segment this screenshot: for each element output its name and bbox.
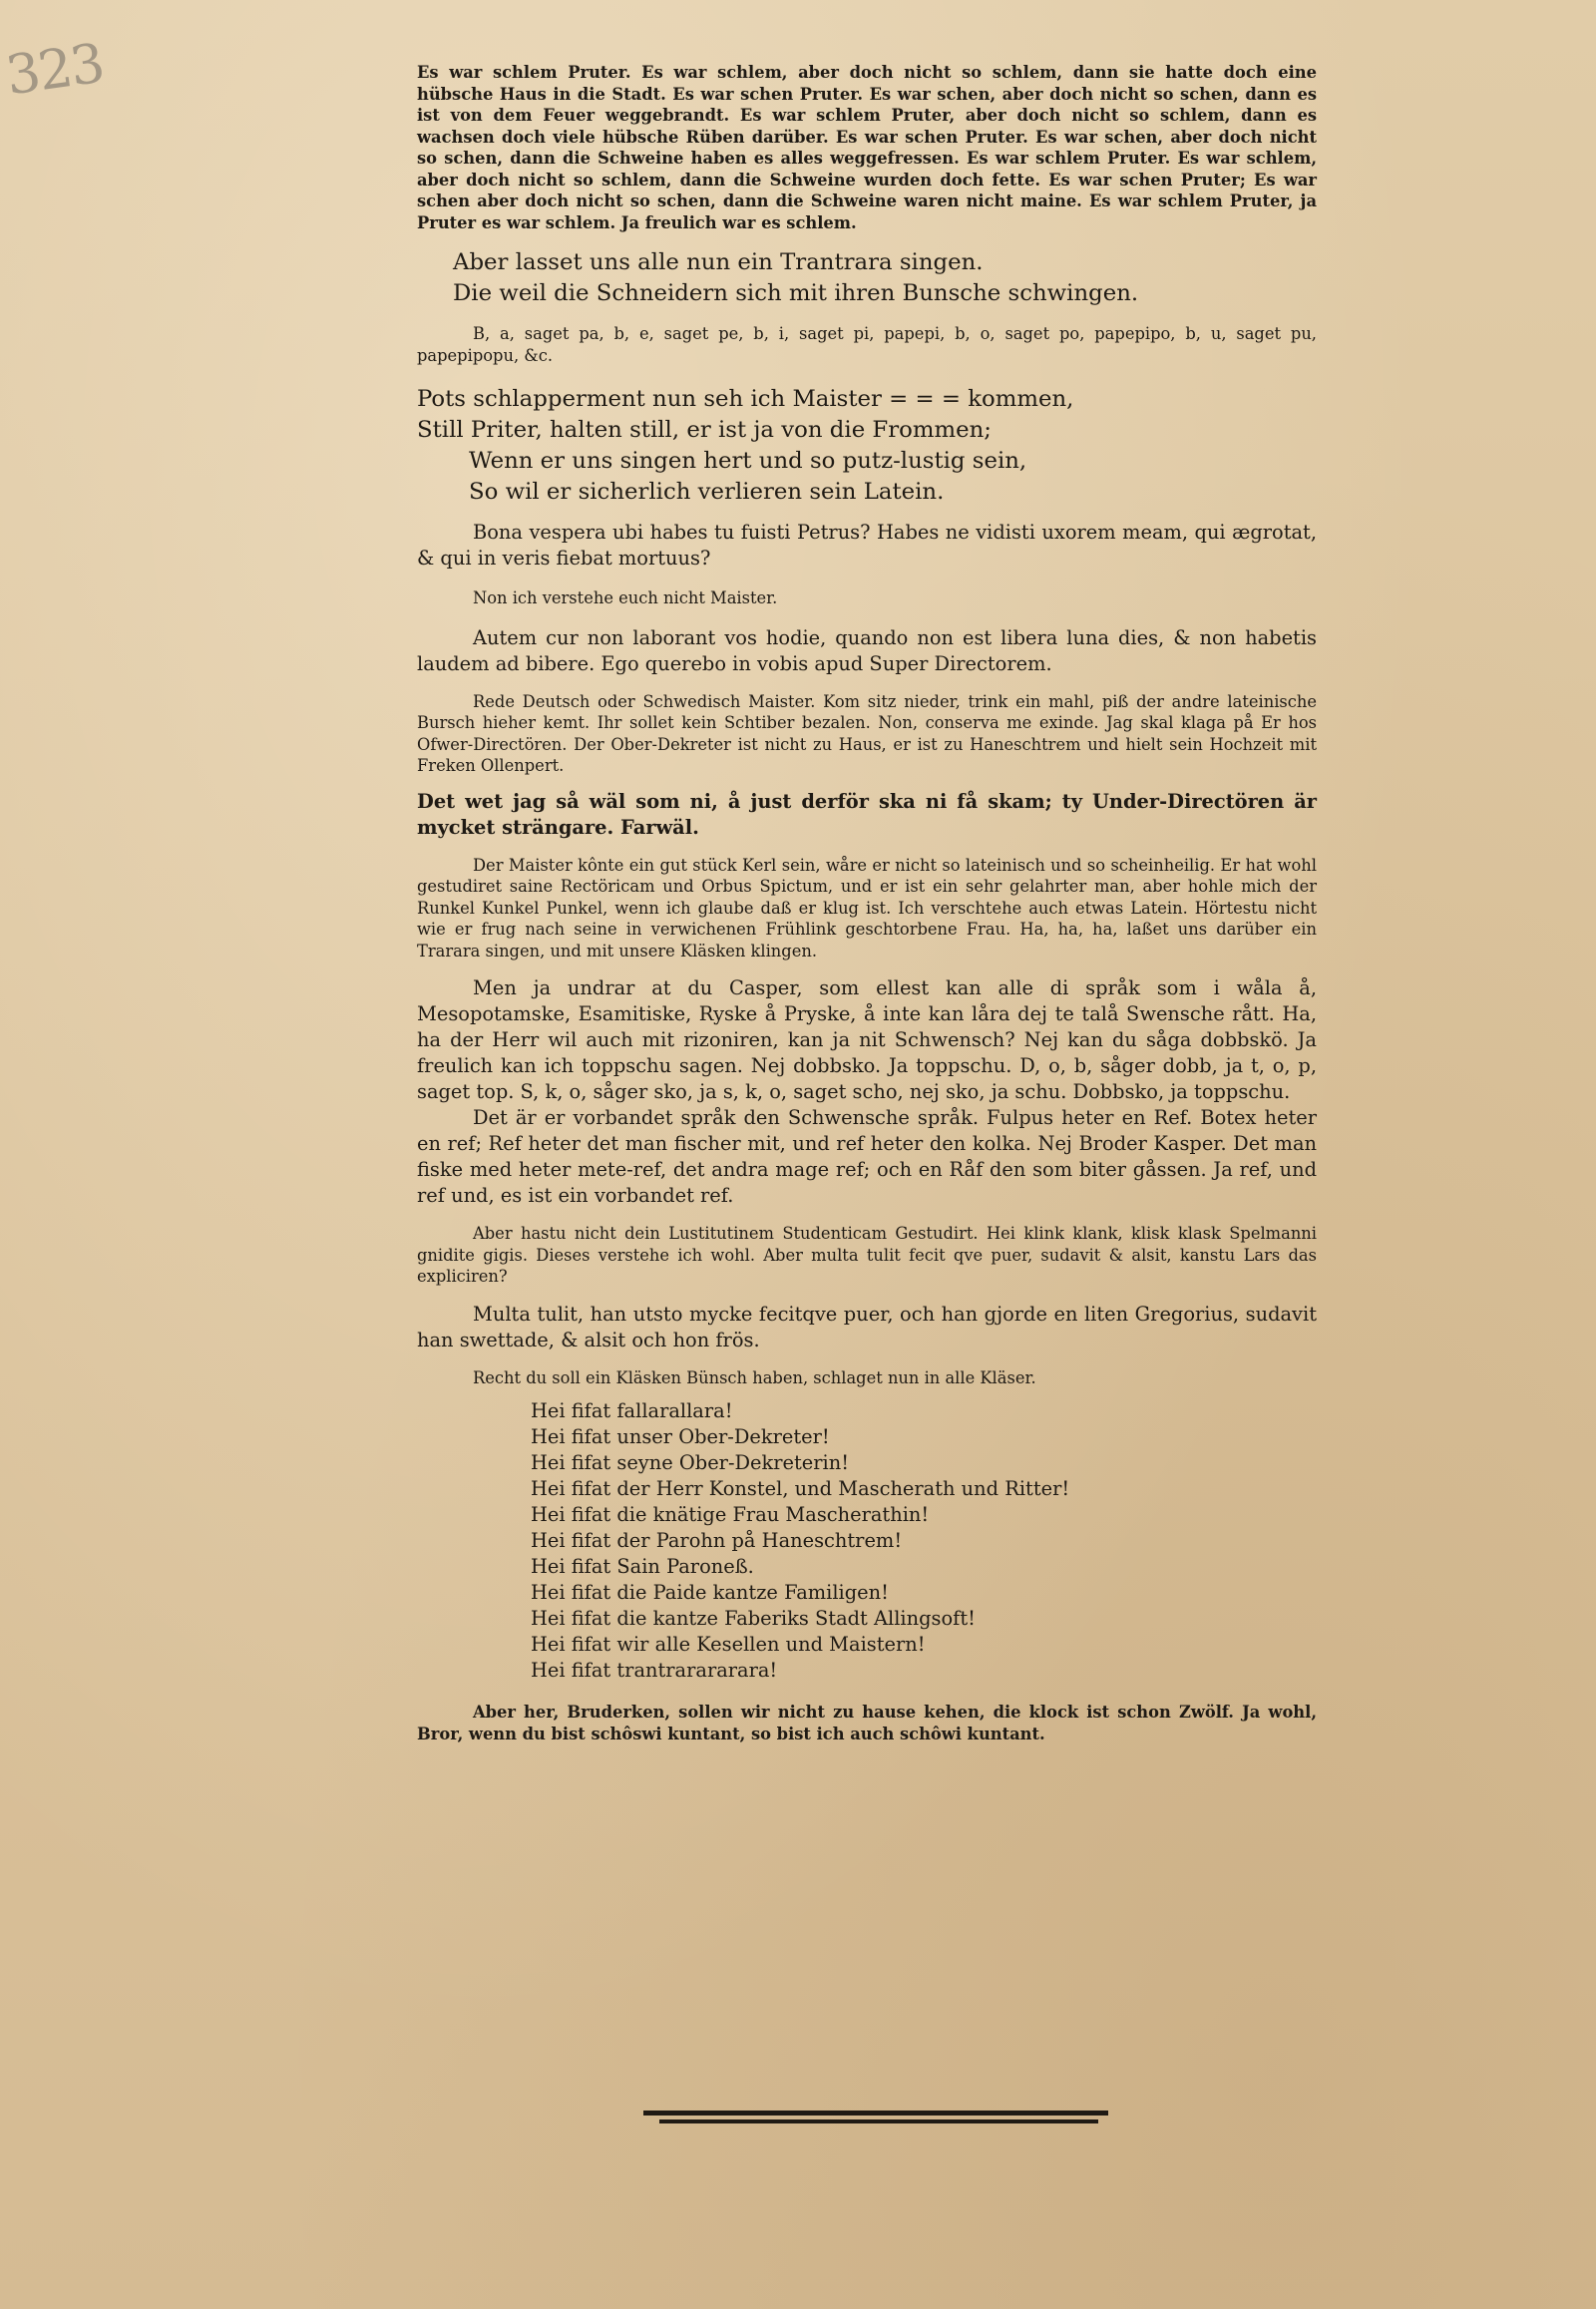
closing-rule-line <box>659 2119 1098 2123</box>
toast-line: Hei fifat der Parohn på Haneschtrem! <box>531 1529 903 1552</box>
paragraph-klasken: Recht du soll ein Kläsken Bünsch haben, schlaget nun in alle Kläser. <box>473 1367 1036 1387</box>
verse-maister <box>417 384 1317 508</box>
closing-rule <box>643 2111 1108 2126</box>
folio-number: 323 <box>2 31 107 108</box>
paragraph-reply: Non ich verstehe euch nicht Maister. <box>473 588 778 607</box>
toast-line: Hei fifat die Paide kantze Familigen! <box>531 1581 889 1604</box>
paragraph-casper: Men ja undrar at du Casper, som ellest kan alle di språk som i wåla å, Mesopotamske, Esamitiske, Ryske å Pryske, å inte kan låra dej te talå Swensche rått. Ha, ha der Herr wil auch mit rizoniren, kan ja nit Schwensch? Nej kan du såga dobbskö. Ja freulich kan ich toppschu sagen. Nej dobbsko. Ja toppschu. D, o, b, såger dobb, ja t, o, p, saget top. S, k, o, såger sko, ja s, k, o, saget scho, nej sko, ja schu. Dobbsko, ja toppschu. <box>417 976 1317 1103</box>
verse-line: Pots schlapperment nun seh ich Maister = = = kommen, <box>417 386 1074 412</box>
toast-line: Hei fifat fallarallara! <box>531 1399 733 1422</box>
paragraph-farwal: Det wet jag så wäl som ni, å just derför ska ni få skam; ty Under-Directören är mycket strängare. Farwäl. <box>417 789 1317 839</box>
toast-list <box>531 1398 1317 1684</box>
closing-rule-line <box>643 2111 1108 2116</box>
toast-line: Hei fifat die knätige Frau Mascherathin! <box>531 1503 930 1526</box>
verse-line: Wenn er uns singen hert und so putz-lustig sein, <box>469 448 1027 474</box>
toast-line: Hei fifat seyne Ober-Dekreterin! <box>531 1451 850 1474</box>
paragraph-multa-tulit-question: Aber hastu nicht dein Lustitutinem Studenticam Gestudirt. Hei klink klank, klisk klask Spelmanni gnidite gigis. Dieses verstehe ich wohl. Aber multa tulit fecit qve puer, sudavit & alsit, kanstu Lars das expliciren? <box>417 1224 1317 1286</box>
paragraph-closing: Aber her, Bruderken, sollen wir nicht zu hause kehen, die klock ist schon Zwölf. Ja wohl, Bror, wenn du bist schôswi kuntant, so bist ich auch schôwi kuntant. <box>417 1703 1317 1743</box>
verse-line: So wil er sicherlich verlieren sein Latein. <box>469 479 945 505</box>
paragraph-ref: Det är er vorbandet språk den Schwensche språk. Fulpus heter en Ref. Botex heter en ref; Ref heter det man fischer mit, und ref heter den kolka. Nej Broder Kasper. Det man fiske med heter mete-ref, det andra mage ref; och en Råf den som biter gåssen. Ja ref, und ref und, es ist ein vorbandet ref. <box>417 1106 1317 1207</box>
verse-line: Still Priter, halten still, er ist ja von die Frommen; <box>417 417 992 443</box>
toast-line: Hei fifat unser Ober-Dekreter! <box>531 1425 830 1448</box>
text-column <box>417 62 1317 2249</box>
paragraph-alphabet: B, a, saget pa, b, e, saget pe, b, i, saget pi, papepi, b, o, saget po, papepipo, b, u, saget pu, papepipopu, &c. <box>417 324 1317 365</box>
verse-line: Aber lasset uns alle nun ein Trantrara singen. <box>453 249 984 275</box>
verse-line: Die weil die Schneidern sich mit ihren Bunsche schwingen. <box>453 280 1139 306</box>
paragraph-rede-deutsch: Rede Deutsch oder Schwedisch Maister. Kom sitz nieder, trink ein mahl, piß der andre lateinische Bursch hieher kemt. Ihr sollet kein Schtiber bezalen. Non, conserva me exinde. Jag skal klaga på Er hos Ofwer-Directören. Der Ober-Dekreter ist nicht zu Haus, er ist zu Haneschtrem und hielt sein Hochzeit mit Freken Ollenpert. <box>417 691 1317 775</box>
toast-line: Hei fifat Sain Paroneß. <box>531 1555 754 1578</box>
paragraph-latin-question: Bona vespera ubi habes tu fuisti Petrus? Habes ne vidisti uxorem meam, qui ægrotat, & qui in veris fiebat mortuus? <box>417 521 1317 570</box>
paragraph-der-maister: Der Maister kônte ein gut stück Kerl sein, wåre er nicht so lateinisch und so scheinheilig. Er hat wohl gestudiret saine Rectöricam und Orbus Spictum, und er ist ein sehr gelahrter man, aber hohle mich der Runkel Kunkel Punkel, wenn ich glaube daß er klug ist. Ich verschtehe auch etwas Latein. Hörtestu nicht wie er frug nach seine in verwichenen Frühlink geschtorbene Frau. Ha, ha, ha, laßet uns darüber ein Trarara singen, und mit unsere Kläsken klingen. <box>417 855 1317 961</box>
toast-line: Hei fifat der Herr Konstel, und Mascherath und Ritter! <box>531 1477 1070 1500</box>
paragraph-latin-complaint: Autem cur non laborant vos hodie, quando non est libera luna dies, & non habetis laudem ad bibere. Ego querebo in vobis apud Super Directorem. <box>417 625 1317 675</box>
toast-line: Hei fifat die kantze Faberiks Stadt Allingsoft! <box>531 1607 976 1630</box>
verse-trantrara <box>453 247 1317 309</box>
paragraph-multa-tulit-answer: Multa tulit, han utsto mycke fecitqve puer, och han gjorde en liten Gregorius, sudavit han swettade, & alsit och hon frös. <box>417 1302 1317 1351</box>
paragraph-pruter-dialogue: Es war schlem Pruter. Es war schlem, aber doch nicht so schlem, dann sie hatte doch eine hübsche Haus in die Stadt. Es war schen Pruter. Es war schen, aber doch nicht so schen, dann es ist von dem Feuer weggebrandt. Es war schlem Pruter, aber doch nicht so schlem, dann es wachsen doch viele hübsche Rüben darüber. Es war schen Pruter. Es war schen, aber doch nicht so schen, dann die Schweine haben es alles weggefressen. Es war schlem Pruter. Es war schlem, aber doch nicht so schlem, dann die Schweine wurden doch fette. Es war schen Pruter; Es war schen aber doch nicht so schen, dann die Schweine waren nicht maine. Es war schlem Pruter, ja Pruter es war schlem. Ja freulich war es schlem. <box>417 63 1317 232</box>
toast-line: Hei fifat trantrarararara! <box>531 1659 778 1682</box>
toast-line: Hei fifat wir alle Kesellen und Maistern! <box>531 1633 926 1656</box>
